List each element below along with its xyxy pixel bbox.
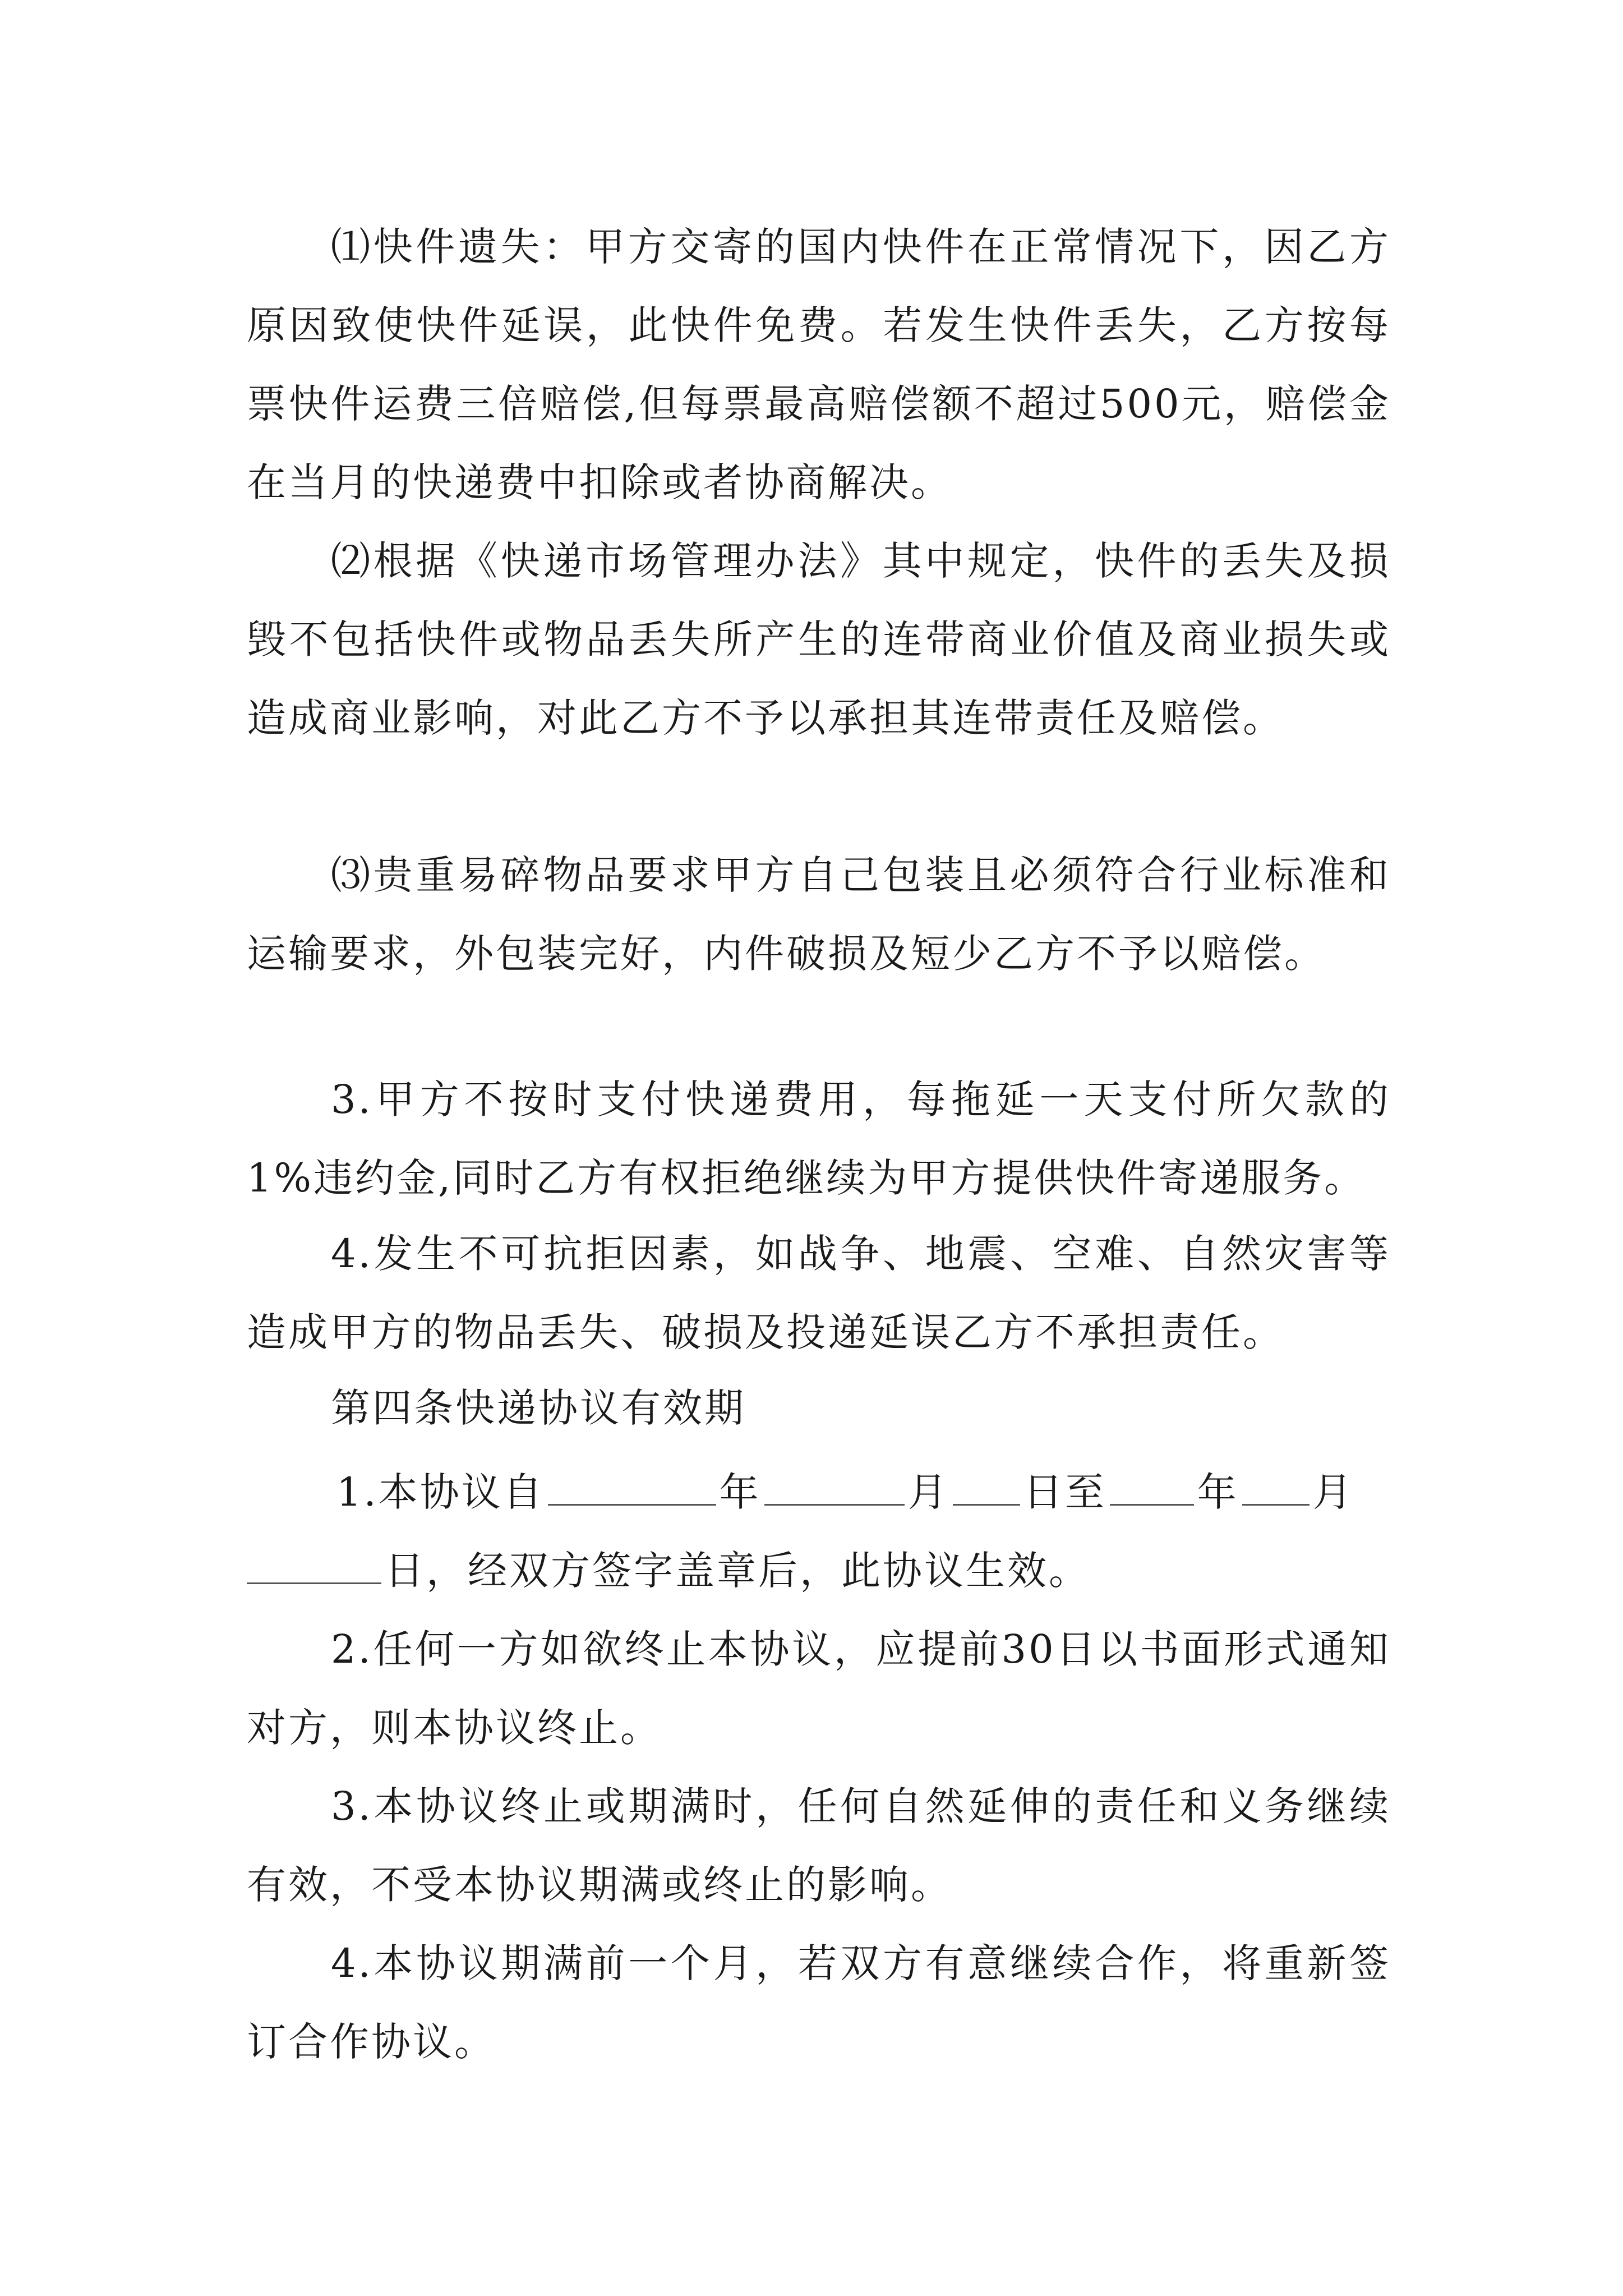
- end-month-blank[interactable]: [1242, 1465, 1310, 1506]
- term-clause-line-1: [336, 1453, 1354, 1531]
- term-month-2: 月: [1312, 1469, 1354, 1515]
- section-title: 第四条快递协议有效期: [331, 1385, 746, 1431]
- term-day-to: 日至: [1023, 1469, 1106, 1515]
- term-suffix: 日，经双方签字盖章后，此协议生效。: [385, 1548, 1090, 1594]
- term-prefix: 1.本协议自: [336, 1469, 545, 1515]
- clause-regulation-paragraph: ⑵根据《快递市场管理办法》其中规定，快件的丢失及损毁不包括快件或物品丢失所产生的连带商业价值及商业损失或造成商业影响，对此乙方不予以承担其连带责任及赔偿。: [247, 538, 1391, 741]
- clause-loss-paragraph: ⑴快件遗失：甲方交寄的国内快件在正常情况下，因乙方原因致使快件延误，此快件免费。若发生快件丢失，乙方按每票快件运费三倍赔偿,但每票最高赔偿额不超过500元，赔偿金在当月的快递费中扣除或者协商解决。: [247, 224, 1391, 505]
- clause-fragile-paragraph: ⑶贵重易碎物品要求甲方自己包装且必须符合行业标准和运输要求，外包装完好，内件破损及短少乙方不予以赔偿。: [247, 852, 1391, 977]
- term-month-1: 月: [907, 1469, 949, 1515]
- start-day-blank[interactable]: [953, 1465, 1020, 1506]
- end-year-blank[interactable]: [1110, 1465, 1194, 1506]
- term-year-2: 年: [1197, 1469, 1239, 1515]
- termination-notice-paragraph: 2.任何一方如欲终止本协议，应提前30日以书面形式通知对方，则本协议终止。: [247, 1626, 1391, 1751]
- start-year-blank[interactable]: [548, 1465, 716, 1506]
- renewal-paragraph: 4.本协议期满前一个月，若双方有意继续合作，将重新签订合作协议。: [247, 1940, 1391, 2065]
- continuing-obligations-paragraph: 3.本协议终止或期满时，任何自然延伸的责任和义务继续有效，不受本协议期满或终止的影响。: [247, 1783, 1391, 1908]
- clause-force-majeure-paragraph: 4.发生不可抗拒因素，如战争、地震、空难、自然灾害等造成甲方的物品丢失、破损及投递延误乙方不承担责任。: [247, 1231, 1391, 1355]
- start-month-blank[interactable]: [764, 1465, 905, 1506]
- term-clause-line-2: [247, 1531, 1090, 1610]
- term-year-1: 年: [719, 1469, 761, 1515]
- end-day-blank[interactable]: [247, 1543, 381, 1584]
- clause-late-payment-paragraph: 3.甲方不按时支付快递费用，每拖延一天支付所欠款的1%违约金,同时乙方有权拒绝继续为甲方提供快件寄递服务。: [247, 1076, 1391, 1201]
